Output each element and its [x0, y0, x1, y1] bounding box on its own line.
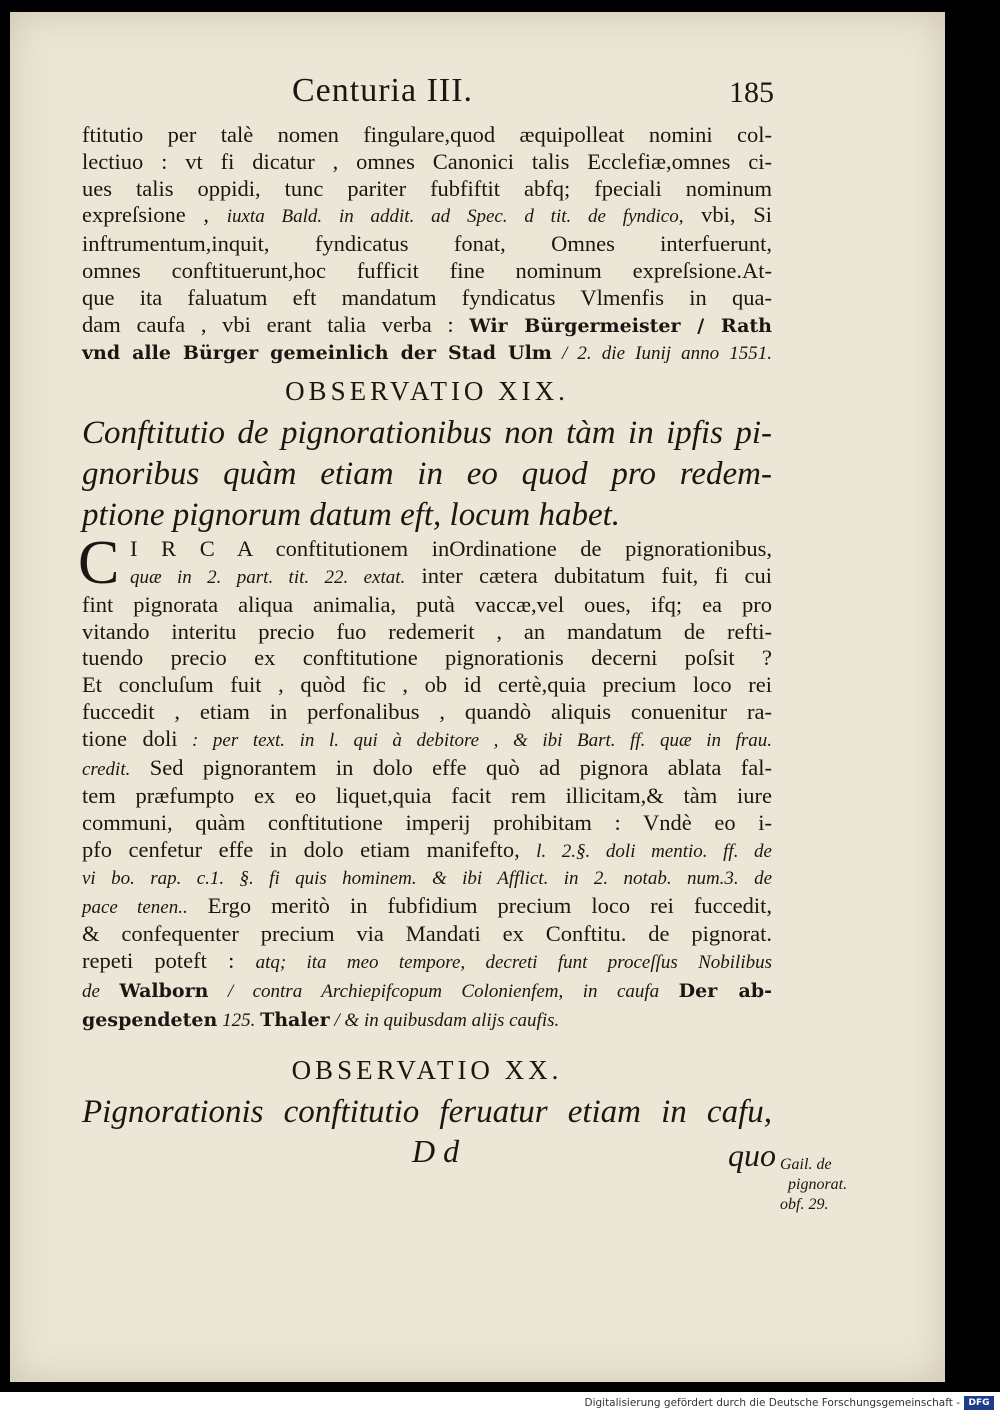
spacer [82, 1035, 772, 1047]
text-line [82, 893, 772, 922]
text-line [82, 339, 772, 368]
drop-cap: C [78, 529, 120, 598]
text-line: communi, quàm conftitutione imperij prohibitam : Vndè eo i- [82, 810, 772, 836]
blackletter-quote: Der ab- [678, 979, 773, 1002]
text-run: Ergo meritò in fubfidium precium loco rei fuccedit, [187, 892, 772, 918]
blackletter-quote: gespendeten [82, 1008, 218, 1031]
citation: 125. [217, 1009, 261, 1031]
text-line: tem præfumpto ex eo liquet,quia facit rem illicitam,& tàm iure [82, 783, 772, 809]
page-content [78, 72, 776, 1177]
observation-summary-line: Conftitutio de pignorationibus non tàm in ipfis pi- [82, 415, 772, 452]
citation: atq; ita meo tempore, decreti funt proceſſus Nobilibus [255, 952, 772, 974]
citation: / contra Archiepifcopum Colonienfem, in caufa [208, 980, 679, 1002]
observation-summary-line: ptione pignorum datum eft, locum habet. [82, 497, 621, 534]
text-line [82, 948, 772, 977]
page-number: 185 [729, 76, 774, 109]
text-line [82, 755, 772, 784]
observation-summary-line: gnoribus quàm etiam in eo quod pro redem- [82, 456, 772, 493]
citation-line: vi bo. rap. c.1. §. fi quis hominem. & ibi Afflict. in 2. notab. num.3. de [82, 867, 772, 889]
text-run: repeti poteft : [82, 948, 256, 974]
citation: / & in quibusdam alijs caufis. [329, 1009, 560, 1031]
text-line: ues talis oppidi, tunc pariter fubfiftit abfq; fpeciali nominum [82, 175, 772, 201]
dfg-logo[interactable]: DFG [964, 1396, 994, 1410]
text-line: lectiuo : vt fi dicatur , omnes Canonici talis Ecclefiæ,omnes ci- [82, 148, 772, 174]
text-run: dam caufa , vbi erant talia verba : [82, 311, 470, 337]
citation: credit. [82, 758, 131, 780]
citation: quæ in 2. part. tit. 22. extat. [130, 566, 406, 588]
margin-note-line: obf. 29. [780, 1196, 829, 1213]
citation: l. 2.§. doli mentio. ff. de [536, 840, 772, 862]
text-line [82, 726, 772, 755]
signature-mark: D d [412, 1132, 460, 1169]
citation: iuxta Bald. in addit. ad Spec. d tit. de fyndico, [226, 206, 684, 228]
text-run: pfo cenfetur effe in dolo etiam manifefto, [82, 836, 537, 862]
text-line: ftitutio per talè nomen fingulare,quod æquipolleat nomini col- [82, 122, 772, 147]
text-line [82, 563, 772, 592]
text-run: inter cætera dubitatum fuit, fi cui [405, 562, 772, 588]
observation-summary-line: Pignorationis conftitutio feruatur etiam in cafu, [82, 1093, 772, 1130]
observation-heading: OBSERVATIO XIX. [285, 376, 569, 407]
footer-credit: Digitalisierung gefördert durch die Deutsche Forschungsgemeinschaft - [584, 1397, 960, 1409]
citation: / 2. die Iunij anno 1551. [551, 343, 772, 365]
text-run: Sed pignorantem in dolo effe quò ad pignora ablata fal- [130, 754, 772, 780]
margin-note [780, 1155, 880, 1215]
text-line: Et concluſum fuit , quòd fic , ob id certè,quia precium loco rei [82, 672, 772, 698]
citation: de [82, 980, 120, 1002]
paragraph-start [78, 529, 772, 598]
margin-note-line: Gail. de [780, 1156, 832, 1173]
text-line: tuendo precio ex conftitutione pignorationis decerni poſsit ? [82, 645, 772, 671]
running-head [82, 72, 772, 122]
text-line: que ita faluatum eft mandatum fyndicatus Vlmenfis in qua- [82, 284, 772, 310]
text-line: inftrumentum,inquit, fyndicatus fonat, Omnes interfuerunt, [82, 231, 772, 257]
text-line [82, 837, 772, 866]
blackletter-quote: Walborn [119, 979, 209, 1002]
book-page [10, 12, 945, 1382]
text-line [82, 202, 772, 231]
margin-note-line: pignorat. [788, 1176, 848, 1193]
text-line [82, 977, 772, 1006]
text-line: fuccedit , etiam in perfonalibus , quandò aliquis conuenitur ra- [82, 698, 772, 724]
footer-bar [0, 1392, 1000, 1415]
blackletter-quote: vnd alle Bürger gemeinlich der Stad Ulm [82, 342, 552, 365]
blackletter-quote: Thaler [260, 1008, 330, 1031]
blackletter-quote: Wir Bürgermeister / Rath [469, 314, 772, 337]
text-line: vitando interitu precio fuo redemerit , an mandatum de refti- [82, 618, 772, 644]
observation-heading: OBSERVATIO XX. [291, 1054, 563, 1085]
citation: : per text. in l. qui à debitore , & ibi Bart. ff. quæ in frau. [177, 729, 772, 751]
text-run: tione doli [82, 725, 178, 751]
text-line: & confequenter precium via Mandati ex Conftitu. de pignorat. [82, 921, 772, 947]
text-line: omnes conftituerunt,hoc fufficit fine nominum expreſsione.At- [82, 257, 772, 283]
text-line [82, 312, 772, 340]
text-run: expreſsione , [82, 202, 227, 228]
running-head-title: Centuria III. [292, 72, 474, 109]
catchword: quo [728, 1136, 776, 1173]
text-line: I R C A conftitutionem inOrdinatione de pignorationibus, [130, 536, 772, 562]
citation: pace tenen.. [82, 896, 188, 918]
signature-row [82, 1132, 776, 1177]
text-line [82, 1006, 772, 1035]
text-line: fint pignorata aliqua animalia, putà vaccæ,vel oues, ifq; ea pro [82, 591, 772, 617]
text-run: vbi, Si [683, 202, 772, 228]
